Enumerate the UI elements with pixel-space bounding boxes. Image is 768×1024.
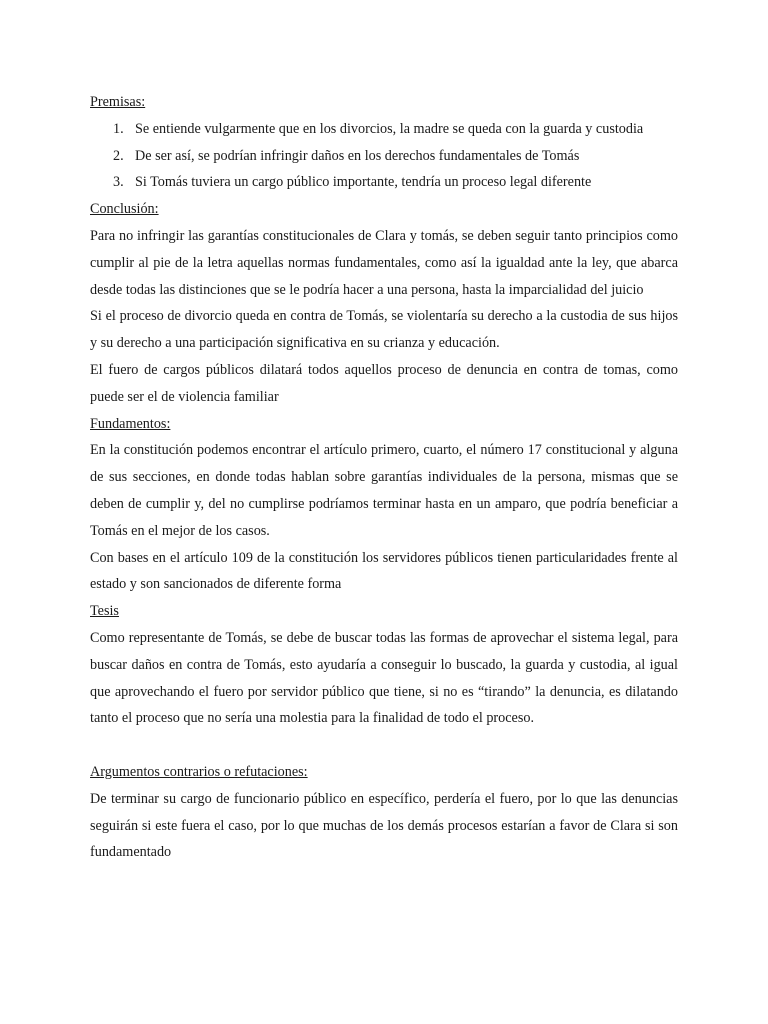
list-item-text: Si Tomás tuviera un cargo público importante, tendría un proceso legal diferente [135,174,592,191]
list-item-number: 2. [113,147,124,164]
blank-line [90,732,678,759]
fundamentos-paragraph: Con bases en el artículo 109 de la constitución los servidores públicos tienen particularidades frente al estado y son sancionados de diferente forma [90,549,678,593]
document-page [90,89,678,866]
conclusion-paragraph: El fuero de cargos públicos dilatará todos aquellos proceso de denuncia en contra de tomas, como puede ser el de violencia familiar [90,361,678,405]
tesis-paragraph: Como representante de Tomás, se debe de buscar todas las formas de aprovechar el sistema legal, para buscar daños en contra de Tomás, esto ayudaría a conseguir lo buscado, la guarda y custodia, al igual que aprovechando el fuero por servidor público que tiene, si no es “tirando” la denuncia, es dilatando tanto el proceso que no sería una molestia para la finalidad de todo el proceso. [90,629,678,727]
premisas-heading: Premisas: [90,94,146,110]
list-item-text: De ser así, se podrían infringir daños en los derechos fundamentales de Tomás [135,147,580,164]
conclusion-paragraph: Si el proceso de divorcio queda en contra de Tomás, se violentaría su derecho a la custodia de sus hijos y su derecho a una participación significativa en su crianza y educación. [90,308,678,352]
premisas-list [90,116,678,196]
list-item [90,169,678,196]
conclusion-heading: Conclusión: [90,201,159,218]
argumentos-heading: Argumentos contrarios o refutaciones: [90,763,308,780]
list-item-number: 3. [113,174,124,191]
argumentos-paragraph: De terminar su cargo de funcionario público en específico, perdería el fuero, por lo que las denuncias seguirán si este fuera el caso, por lo que muchas de los demás procesos estarían a favor de Clara si son fundamentado [90,790,678,861]
list-item-text: Se entiende vulgarmente que en los divorcios, la madre se queda con la guarda y custodia [135,120,644,137]
fundamentos-paragraph: En la constitución podemos encontrar el artículo primero, cuarto, el número 17 constitucional y alguna de sus secciones, en donde todas hablan sobre garantías individuales de la persona, mismas que se deben de cumplir y, del no cumplirse podríamos terminar hasta en un amparo, que podría beneficiar a Tomás en el mejor de los casos. [90,442,678,539]
list-item [90,116,678,143]
list-item [90,143,678,170]
tesis-heading: Tesis [90,603,119,620]
conclusion-paragraph: Para no infringir las garantías constitucionales de Clara y tomás, se deben seguir tanto principios como cumplir al pie de la letra aquellas normas fundamentales, como así la igualdad ante la ley, que abarca desde todas las distinciones que se le podría hacer a una persona, hasta la imparcialidad del juicio [90,227,678,298]
list-item-number: 1. [113,120,124,137]
fundamentos-heading: Fundamentos: [90,415,171,432]
